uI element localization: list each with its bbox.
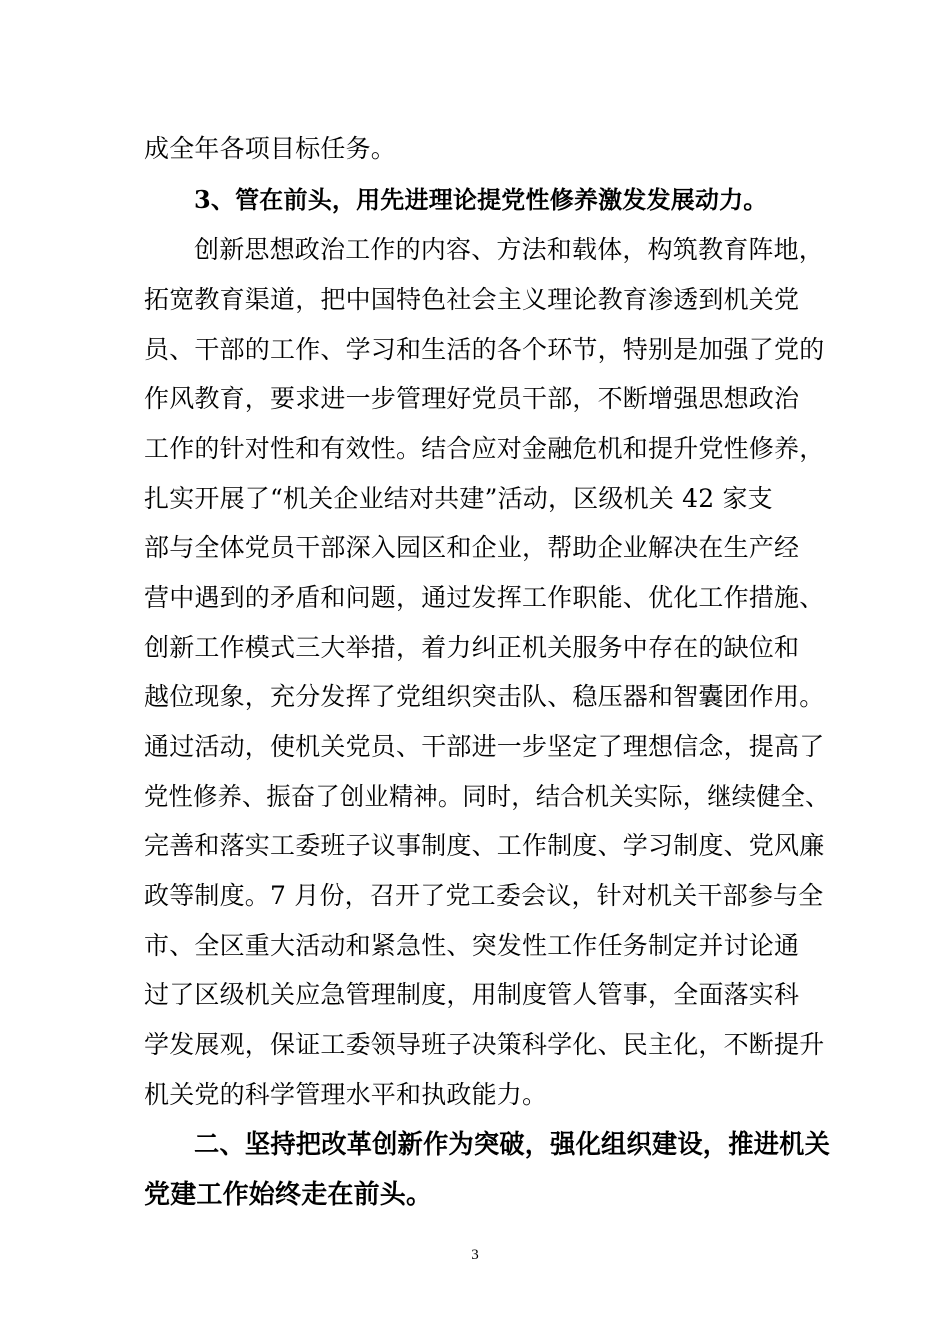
paragraph-line: 部与全体党员干部深入园区和企业，帮助企业解决在生产经 <box>144 533 800 562</box>
paragraph-line: 完善和落实工委班子议事制度、工作制度、学习制度、党风廉 <box>144 831 825 860</box>
paragraph-line: 作风教育，要求进一步管理好党员干部，不断增强思想政治 <box>144 384 800 413</box>
section-heading: 二、坚持把改革创新作为突破，强化组织建设，推进机关 <box>194 1130 831 1160</box>
page-number: 3 <box>471 1247 479 1263</box>
paragraph-line: 通过活动，使机关党员、干部进一步坚定了理想信念，提高了 <box>144 732 825 761</box>
subsection-heading: 3、管在前头，用先进理论提党性修养激发发展动力。 <box>194 185 768 214</box>
paragraph-line: 机关党的科学管理水平和执政能力。 <box>144 1080 548 1109</box>
paragraph-line: 工作的针对性和有效性。结合应对金融危机和提升党性修养， <box>144 434 825 463</box>
paragraph-line: 市、全区重大活动和紧急性、突发性工作任务制定并讨论通 <box>144 931 800 960</box>
text-line-continuation: 成全年各项目标任务。 <box>144 134 397 163</box>
paragraph-line: 政等制度。7 月份，召开了党工委会议，针对机关干部参与全 <box>144 881 824 910</box>
paragraph-line: 过了区级机关应急管理制度，用制度管人管事，全面落实科 <box>144 980 800 1009</box>
paragraph-line: 营中遇到的矛盾和问题，通过发挥工作职能、优化工作措施、 <box>144 583 825 612</box>
paragraph-line: 创新工作模式三大举措，着力纠正机关服务中存在的缺位和 <box>144 633 800 662</box>
paragraph-line: 党性修养、振奋了创业精神。同时，结合机关实际，继续健全、 <box>144 782 830 811</box>
section-heading-continuation: 党建工作始终走在前头。 <box>144 1180 433 1210</box>
paragraph-line: 创新思想政治工作的内容、方法和载体，构筑教育阵地， <box>194 235 825 264</box>
paragraph-line: 扎实开展了“机关企业结对共建”活动，区级机关 42 家支 <box>144 484 773 513</box>
paragraph-line: 拓宽教育渠道，把中国特色社会主义理论教育渗透到机关党 <box>144 285 800 314</box>
paragraph-line: 越位现象，充分发挥了党组织突击队、稳压器和智囊团作用。 <box>144 682 825 711</box>
paragraph-line: 员、干部的工作、学习和生活的各个环节，特别是加强了党的 <box>144 335 825 364</box>
paragraph-line: 学发展观，保证工委领导班子决策科学化、民主化，不断提升 <box>144 1030 825 1059</box>
